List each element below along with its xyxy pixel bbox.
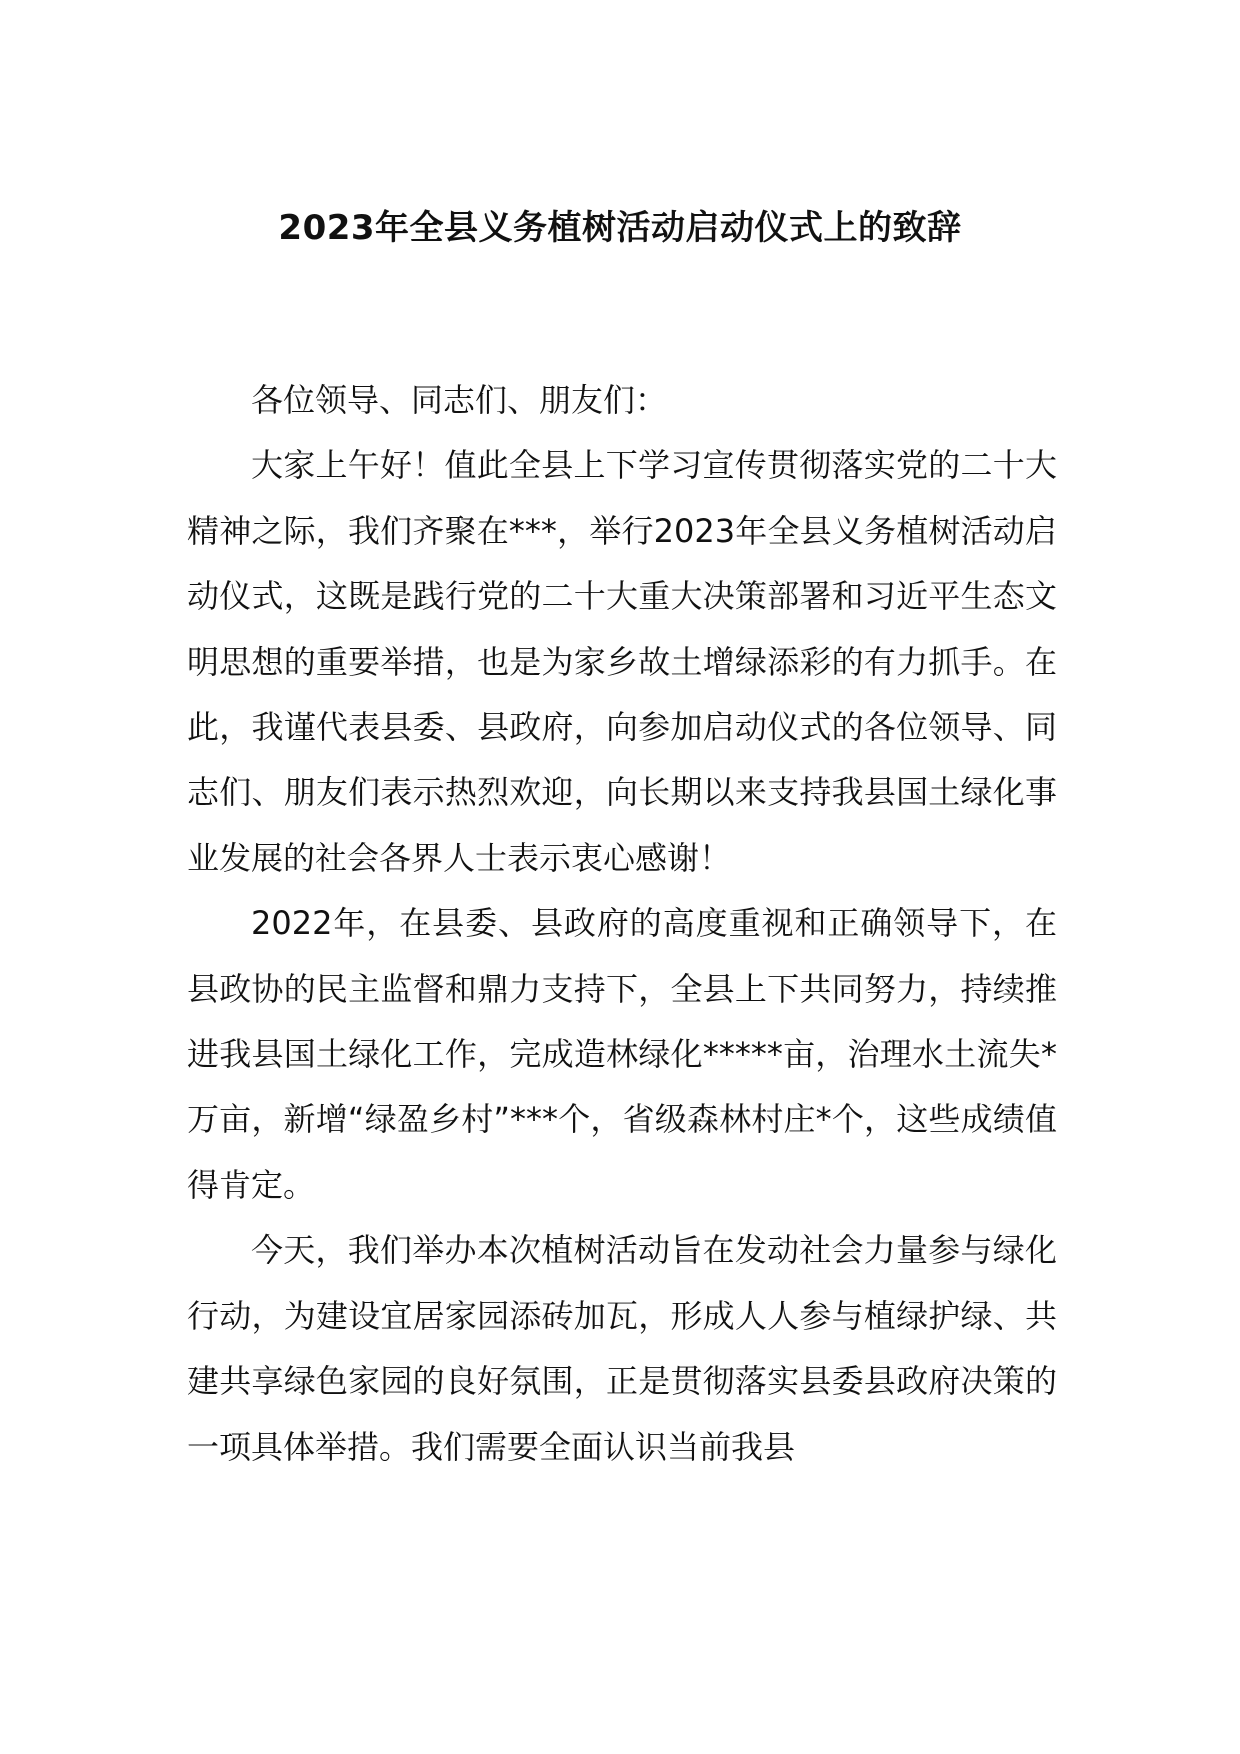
greeting-paragraph: 大家上午好！值此全县上下学习宣传贯彻落实党的二十大精神之际，我们齐聚在***，举行2023年全县义务植树活动启动仪式，这既是践行党的二十大重大决策部署和习近平生态文明思想的重要举措，也是为家乡故土增绿添彩的有力抓手。在此，我谨代表县委、县政府，向参加启动仪式的各位领导、同志们、朋友们表示热烈欢迎，向长期以来支持我县国土绿化事业发展的社会各界人士表示衷心感谢！ <box>187 446 1057 877</box>
document-title: 2023年全县义务植树活动启动仪式上的致辞 <box>278 208 962 248</box>
document-body <box>187 368 1057 1480</box>
achievements-paragraph: 2022年，在县委、县政府的高度重视和正确领导下，在县政协的民主监督和鼎力支持下，全县上下共同努力，持续推进我县国土绿化工作，完成造林绿化*****亩，治理水土流失*万亩，新增“绿盈乡村”***个，省级森林村庄*个，这些成绩值得肯定。 <box>187 904 1057 1204</box>
salutation-paragraph: 各位领导、同志们、朋友们： <box>251 381 668 419</box>
purpose-paragraph: 今天，我们举办本次植树活动旨在发动社会力量参与绿化行动，为建设宜居家园添砖加瓦，形成人人参与植绿护绿、共建共享绿色家园的良好氛围，正是贯彻落实县委县政府决策的一项具体举措。我们需要全面认识当前我县 <box>187 1231 1057 1466</box>
